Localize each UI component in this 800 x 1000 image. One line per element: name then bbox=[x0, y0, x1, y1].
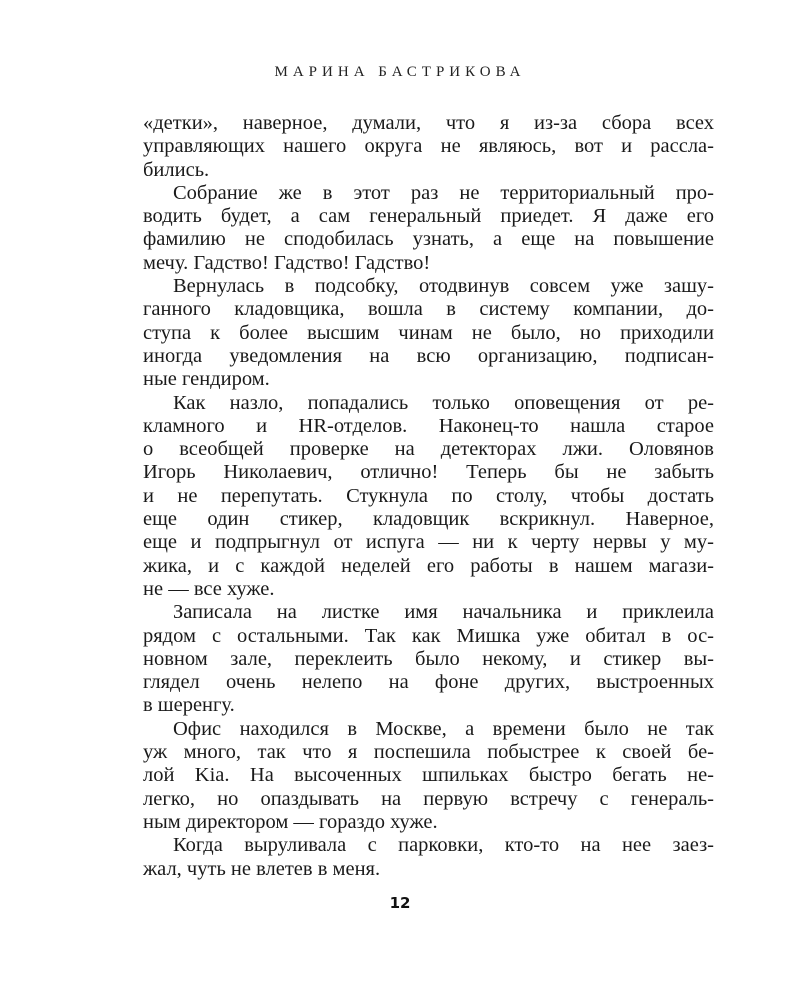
text-line: Вернулась в подсобку, отодвинув совсем уже зашу- bbox=[173, 275, 714, 298]
text-line: рядом с остальными. Так как Мишка уже обитал в ос- bbox=[143, 624, 714, 647]
text-line: еще один стикер, кладовщик вскрикнул. Наверное, bbox=[143, 508, 714, 531]
paragraph bbox=[143, 182, 714, 275]
text-line: иногда уведомления на всю организацию, подписан- bbox=[143, 344, 714, 367]
paragraph bbox=[143, 834, 714, 881]
body-text bbox=[143, 112, 714, 881]
paragraph bbox=[143, 112, 714, 182]
text-line: фамилию не сподобилась узнать, а еще на повышение bbox=[143, 228, 714, 251]
text-line: жика, и с каждой неделей его работы в нашем магази- bbox=[143, 554, 714, 577]
text-line: и не перепутать. Стукнула по столу, чтобы достать bbox=[143, 484, 714, 507]
paragraph bbox=[143, 718, 714, 834]
text-line: бились. bbox=[143, 158, 210, 181]
page-number: 12 bbox=[389, 894, 411, 912]
text-line: ным директором — гораздо хуже. bbox=[143, 810, 438, 833]
text-line: ные гендиром. bbox=[143, 368, 270, 391]
running-head-author: МАРИНА БАСТРИКОВА bbox=[274, 64, 526, 80]
text-line: Как назло, попадались только оповещения от ре- bbox=[173, 391, 714, 414]
text-line: управляющих нашего округа не являюсь, вот и рассла- bbox=[143, 135, 714, 158]
paragraph bbox=[143, 392, 714, 602]
text-line: водить будет, а сам генеральный приедет. Я даже его bbox=[143, 205, 714, 228]
text-line: легко, но опаздывать на первую встречу с генераль- bbox=[143, 787, 714, 810]
text-line: глядел очень нелепо на фоне других, выстроенных bbox=[143, 671, 714, 694]
text-line: «детки», наверное, думали, что я из-за сбора всех bbox=[143, 112, 714, 134]
text-line: кламного и HR-отделов. Наконец-то нашла старое bbox=[143, 414, 714, 437]
text-line: Игорь Николаевич, отлично! Теперь бы не забыть bbox=[143, 461, 714, 484]
text-line: ступа к более высшим чинам не было, но приходили bbox=[143, 321, 714, 344]
text-line: лой Kia. На высоченных шпильках быстро бегать не- bbox=[143, 764, 714, 787]
text-line: жал, чуть не влетев в меня. bbox=[143, 857, 381, 880]
text-line: в шеренгу. bbox=[143, 694, 235, 717]
text-line: о всеобщей проверке на детекторах лжи. Оловянов bbox=[143, 438, 714, 461]
paragraph bbox=[143, 601, 714, 717]
text-line: Офис находился в Москве, а времени было не так bbox=[173, 717, 714, 740]
text-line: Собрание же в этот раз не территориальный про- bbox=[173, 181, 714, 204]
text-line: ганного кладовщика, вошла в систему компании, до- bbox=[143, 298, 714, 321]
text-line: еще и подпрыгнул от испуга — ни к черту нервы у му- bbox=[143, 531, 714, 554]
text-line: уж много, так что я поспешила побыстрее к своей бе- bbox=[143, 741, 714, 764]
text-line: мечу. Гадство! Гадство! Гадство! bbox=[143, 251, 431, 274]
paragraph bbox=[143, 275, 714, 391]
text-line: не — все хуже. bbox=[143, 577, 275, 600]
text-line: Когда выруливала с парковки, кто-то на нее заез- bbox=[173, 834, 714, 857]
text-line: новном зале, переклеить было некому, и стикер вы- bbox=[143, 647, 714, 670]
text-line: Записала на листке имя начальника и приклеила bbox=[173, 601, 714, 624]
